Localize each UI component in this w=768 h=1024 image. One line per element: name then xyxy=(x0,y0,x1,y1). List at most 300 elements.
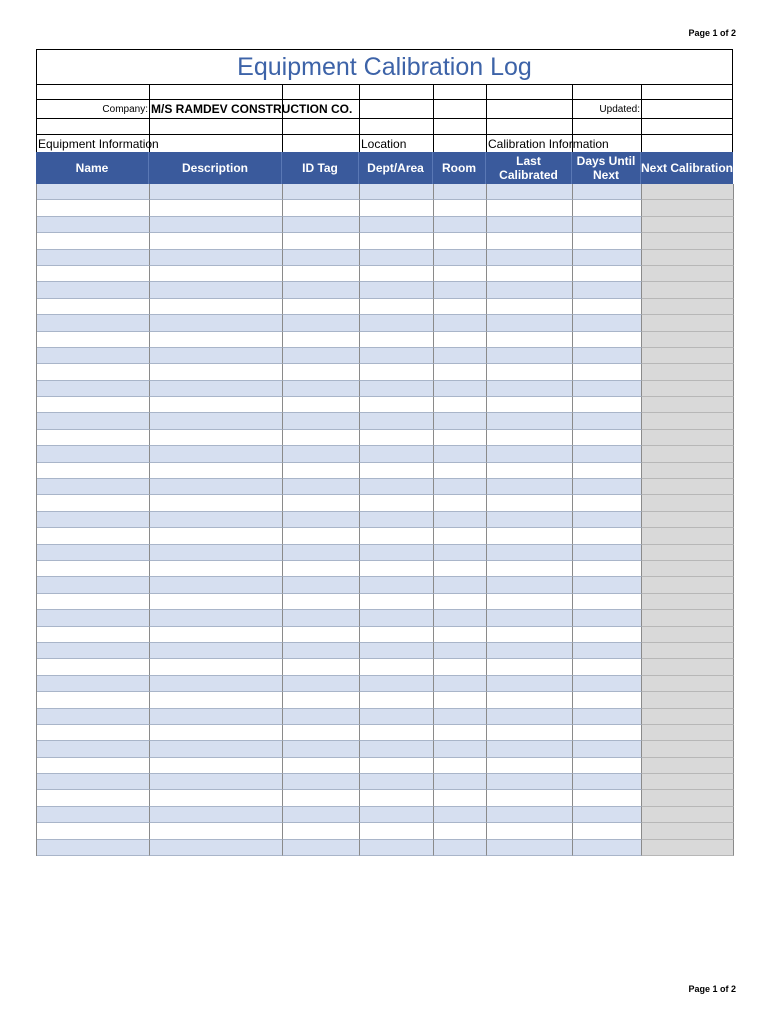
cell-dept-area[interactable] xyxy=(360,200,434,216)
cell-id-tag[interactable] xyxy=(283,561,360,577)
cell-dept-area[interactable] xyxy=(360,364,434,380)
cell-dept-area[interactable] xyxy=(360,397,434,413)
cell-dept-area[interactable] xyxy=(360,627,434,643)
cell-last-calibrated[interactable] xyxy=(487,709,573,725)
cell-last-calibrated[interactable] xyxy=(487,741,573,757)
cell-description[interactable] xyxy=(150,397,283,413)
cell-next-calibration[interactable] xyxy=(642,561,734,577)
cell-id-tag[interactable] xyxy=(283,594,360,610)
cell-name[interactable] xyxy=(37,676,150,692)
cell-description[interactable] xyxy=(150,709,283,725)
cell-dept-area[interactable] xyxy=(360,790,434,806)
cell-room[interactable] xyxy=(434,430,487,446)
cell-id-tag[interactable] xyxy=(283,692,360,708)
cell-description[interactable] xyxy=(150,479,283,495)
cell-description[interactable] xyxy=(150,233,283,249)
cell-last-calibrated[interactable] xyxy=(487,348,573,364)
cell-room[interactable] xyxy=(434,266,487,282)
cell-next-calibration[interactable] xyxy=(642,217,734,233)
cell-name[interactable] xyxy=(37,250,150,266)
cell-description[interactable] xyxy=(150,774,283,790)
cell-room[interactable] xyxy=(434,577,487,593)
cell-room[interactable] xyxy=(434,512,487,528)
cell-dept-area[interactable] xyxy=(360,250,434,266)
cell-last-calibrated[interactable] xyxy=(487,184,573,200)
cell-dept-area[interactable] xyxy=(360,561,434,577)
cell-id-tag[interactable] xyxy=(283,381,360,397)
cell-dept-area[interactable] xyxy=(360,184,434,200)
cell-dept-area[interactable] xyxy=(360,381,434,397)
cell-days-until-next[interactable] xyxy=(573,463,642,479)
cell-id-tag[interactable] xyxy=(283,200,360,216)
company-value-cell[interactable] xyxy=(149,99,353,118)
cell-last-calibrated[interactable] xyxy=(487,577,573,593)
cell-name[interactable] xyxy=(37,495,150,511)
cell-next-calibration[interactable] xyxy=(642,594,734,610)
cell-id-tag[interactable] xyxy=(283,446,360,462)
cell-id-tag[interactable] xyxy=(283,315,360,331)
cell-last-calibrated[interactable] xyxy=(487,561,573,577)
cell-next-calibration[interactable] xyxy=(642,463,734,479)
cell-name[interactable] xyxy=(37,200,150,216)
cell-dept-area[interactable] xyxy=(360,512,434,528)
cell-next-calibration[interactable] xyxy=(642,495,734,511)
cell-description[interactable] xyxy=(150,315,283,331)
cell-description[interactable] xyxy=(150,545,283,561)
cell-next-calibration[interactable] xyxy=(642,315,734,331)
cell-next-calibration[interactable] xyxy=(642,184,734,200)
cell-id-tag[interactable] xyxy=(283,577,360,593)
cell-room[interactable] xyxy=(434,659,487,675)
cell-description[interactable] xyxy=(150,659,283,675)
cell-id-tag[interactable] xyxy=(283,348,360,364)
cell-last-calibrated[interactable] xyxy=(487,758,573,774)
cell-dept-area[interactable] xyxy=(360,610,434,626)
cell-days-until-next[interactable] xyxy=(573,332,642,348)
cell-description[interactable] xyxy=(150,790,283,806)
cell-name[interactable] xyxy=(37,332,150,348)
cell-days-until-next[interactable] xyxy=(573,397,642,413)
cell-next-calibration[interactable] xyxy=(642,741,734,757)
cell-days-until-next[interactable] xyxy=(573,610,642,626)
cell-room[interactable] xyxy=(434,200,487,216)
cell-dept-area[interactable] xyxy=(360,741,434,757)
cell-description[interactable] xyxy=(150,446,283,462)
cell-description[interactable] xyxy=(150,528,283,544)
cell-last-calibrated[interactable] xyxy=(487,725,573,741)
cell-id-tag[interactable] xyxy=(283,463,360,479)
updated-value-cell[interactable] xyxy=(641,99,733,118)
cell-room[interactable] xyxy=(434,479,487,495)
cell-room[interactable] xyxy=(434,446,487,462)
cell-dept-area[interactable] xyxy=(360,594,434,610)
cell-last-calibrated[interactable] xyxy=(487,512,573,528)
cell-next-calibration[interactable] xyxy=(642,577,734,593)
cell-id-tag[interactable] xyxy=(283,512,360,528)
cell-room[interactable] xyxy=(434,184,487,200)
cell-last-calibrated[interactable] xyxy=(487,823,573,839)
cell-name[interactable] xyxy=(37,594,150,610)
cell-dept-area[interactable] xyxy=(360,709,434,725)
cell-id-tag[interactable] xyxy=(283,233,360,249)
cell-next-calibration[interactable] xyxy=(642,790,734,806)
cell-name[interactable] xyxy=(37,774,150,790)
cell-id-tag[interactable] xyxy=(283,266,360,282)
cell-description[interactable] xyxy=(150,758,283,774)
cell-name[interactable] xyxy=(37,725,150,741)
cell-last-calibrated[interactable] xyxy=(487,299,573,315)
cell-days-until-next[interactable] xyxy=(573,446,642,462)
cell-next-calibration[interactable] xyxy=(642,266,734,282)
cell-next-calibration[interactable] xyxy=(642,299,734,315)
cell-name[interactable] xyxy=(37,315,150,331)
cell-room[interactable] xyxy=(434,315,487,331)
cell-next-calibration[interactable] xyxy=(642,610,734,626)
cell-name[interactable] xyxy=(37,528,150,544)
cell-id-tag[interactable] xyxy=(283,217,360,233)
cell-days-until-next[interactable] xyxy=(573,184,642,200)
cell-id-tag[interactable] xyxy=(283,709,360,725)
cell-last-calibrated[interactable] xyxy=(487,790,573,806)
cell-days-until-next[interactable] xyxy=(573,512,642,528)
cell-name[interactable] xyxy=(37,381,150,397)
cell-days-until-next[interactable] xyxy=(573,561,642,577)
cell-name[interactable] xyxy=(37,758,150,774)
cell-name[interactable] xyxy=(37,610,150,626)
cell-name[interactable] xyxy=(37,627,150,643)
cell-name[interactable] xyxy=(37,463,150,479)
cell-next-calibration[interactable] xyxy=(642,364,734,380)
cell-dept-area[interactable] xyxy=(360,774,434,790)
cell-description[interactable] xyxy=(150,250,283,266)
cell-name[interactable] xyxy=(37,233,150,249)
cell-next-calibration[interactable] xyxy=(642,823,734,839)
cell-days-until-next[interactable] xyxy=(573,545,642,561)
cell-id-tag[interactable] xyxy=(283,774,360,790)
cell-days-until-next[interactable] xyxy=(573,200,642,216)
cell-dept-area[interactable] xyxy=(360,823,434,839)
cell-dept-area[interactable] xyxy=(360,725,434,741)
cell-next-calibration[interactable] xyxy=(642,528,734,544)
cell-room[interactable] xyxy=(434,823,487,839)
cell-dept-area[interactable] xyxy=(360,463,434,479)
cell-name[interactable] xyxy=(37,348,150,364)
cell-description[interactable] xyxy=(150,692,283,708)
cell-next-calibration[interactable] xyxy=(642,512,734,528)
cell-next-calibration[interactable] xyxy=(642,627,734,643)
cell-description[interactable] xyxy=(150,725,283,741)
cell-id-tag[interactable] xyxy=(283,725,360,741)
cell-days-until-next[interactable] xyxy=(573,430,642,446)
cell-room[interactable] xyxy=(434,217,487,233)
cell-description[interactable] xyxy=(150,577,283,593)
cell-name[interactable] xyxy=(37,364,150,380)
cell-room[interactable] xyxy=(434,709,487,725)
cell-dept-area[interactable] xyxy=(360,217,434,233)
cell-dept-area[interactable] xyxy=(360,348,434,364)
cell-room[interactable] xyxy=(434,610,487,626)
cell-id-tag[interactable] xyxy=(283,627,360,643)
cell-next-calibration[interactable] xyxy=(642,659,734,675)
cell-next-calibration[interactable] xyxy=(642,807,734,823)
cell-name[interactable] xyxy=(37,397,150,413)
cell-id-tag[interactable] xyxy=(283,184,360,200)
cell-days-until-next[interactable] xyxy=(573,758,642,774)
cell-id-tag[interactable] xyxy=(283,790,360,806)
cell-days-until-next[interactable] xyxy=(573,807,642,823)
cell-days-until-next[interactable] xyxy=(573,692,642,708)
cell-name[interactable] xyxy=(37,430,150,446)
cell-name[interactable] xyxy=(37,446,150,462)
cell-description[interactable] xyxy=(150,463,283,479)
cell-dept-area[interactable] xyxy=(360,446,434,462)
cell-last-calibrated[interactable] xyxy=(487,446,573,462)
cell-days-until-next[interactable] xyxy=(573,627,642,643)
cell-next-calibration[interactable] xyxy=(642,381,734,397)
cell-next-calibration[interactable] xyxy=(642,282,734,298)
cell-name[interactable] xyxy=(37,692,150,708)
cell-room[interactable] xyxy=(434,348,487,364)
cell-id-tag[interactable] xyxy=(283,495,360,511)
cell-name[interactable] xyxy=(37,807,150,823)
cell-next-calibration[interactable] xyxy=(642,840,734,856)
cell-dept-area[interactable] xyxy=(360,430,434,446)
cell-last-calibrated[interactable] xyxy=(487,528,573,544)
cell-dept-area[interactable] xyxy=(360,676,434,692)
cell-description[interactable] xyxy=(150,594,283,610)
cell-days-until-next[interactable] xyxy=(573,741,642,757)
cell-dept-area[interactable] xyxy=(360,413,434,429)
cell-days-until-next[interactable] xyxy=(573,233,642,249)
cell-description[interactable] xyxy=(150,348,283,364)
cell-dept-area[interactable] xyxy=(360,840,434,856)
cell-last-calibrated[interactable] xyxy=(487,610,573,626)
cell-next-calibration[interactable] xyxy=(642,332,734,348)
cell-id-tag[interactable] xyxy=(283,332,360,348)
cell-name[interactable] xyxy=(37,790,150,806)
cell-dept-area[interactable] xyxy=(360,545,434,561)
cell-dept-area[interactable] xyxy=(360,479,434,495)
cell-last-calibrated[interactable] xyxy=(487,463,573,479)
cell-last-calibrated[interactable] xyxy=(487,643,573,659)
cell-days-until-next[interactable] xyxy=(573,315,642,331)
cell-next-calibration[interactable] xyxy=(642,692,734,708)
cell-days-until-next[interactable] xyxy=(573,594,642,610)
cell-description[interactable] xyxy=(150,430,283,446)
cell-days-until-next[interactable] xyxy=(573,659,642,675)
cell-id-tag[interactable] xyxy=(283,610,360,626)
cell-room[interactable] xyxy=(434,364,487,380)
cell-id-tag[interactable] xyxy=(283,282,360,298)
cell-room[interactable] xyxy=(434,250,487,266)
cell-name[interactable] xyxy=(37,561,150,577)
cell-room[interactable] xyxy=(434,627,487,643)
cell-dept-area[interactable] xyxy=(360,299,434,315)
cell-description[interactable] xyxy=(150,413,283,429)
cell-room[interactable] xyxy=(434,774,487,790)
cell-last-calibrated[interactable] xyxy=(487,381,573,397)
cell-room[interactable] xyxy=(434,233,487,249)
cell-description[interactable] xyxy=(150,561,283,577)
cell-last-calibrated[interactable] xyxy=(487,200,573,216)
cell-days-until-next[interactable] xyxy=(573,299,642,315)
cell-description[interactable] xyxy=(150,627,283,643)
cell-last-calibrated[interactable] xyxy=(487,692,573,708)
cell-last-calibrated[interactable] xyxy=(487,250,573,266)
cell-name[interactable] xyxy=(37,709,150,725)
cell-dept-area[interactable] xyxy=(360,315,434,331)
cell-room[interactable] xyxy=(434,332,487,348)
cell-description[interactable] xyxy=(150,512,283,528)
cell-next-calibration[interactable] xyxy=(642,643,734,659)
cell-days-until-next[interactable] xyxy=(573,364,642,380)
cell-next-calibration[interactable] xyxy=(642,725,734,741)
cell-days-until-next[interactable] xyxy=(573,413,642,429)
cell-next-calibration[interactable] xyxy=(642,348,734,364)
cell-room[interactable] xyxy=(434,692,487,708)
cell-days-until-next[interactable] xyxy=(573,495,642,511)
cell-id-tag[interactable] xyxy=(283,299,360,315)
cell-days-until-next[interactable] xyxy=(573,725,642,741)
cell-description[interactable] xyxy=(150,266,283,282)
cell-next-calibration[interactable] xyxy=(642,430,734,446)
cell-id-tag[interactable] xyxy=(283,659,360,675)
cell-last-calibrated[interactable] xyxy=(487,430,573,446)
cell-dept-area[interactable] xyxy=(360,495,434,511)
cell-room[interactable] xyxy=(434,594,487,610)
cell-name[interactable] xyxy=(37,545,150,561)
cell-last-calibrated[interactable] xyxy=(487,676,573,692)
cell-room[interactable] xyxy=(434,299,487,315)
cell-next-calibration[interactable] xyxy=(642,479,734,495)
cell-dept-area[interactable] xyxy=(360,282,434,298)
cell-name[interactable] xyxy=(37,659,150,675)
cell-next-calibration[interactable] xyxy=(642,446,734,462)
cell-dept-area[interactable] xyxy=(360,577,434,593)
cell-days-until-next[interactable] xyxy=(573,790,642,806)
cell-last-calibrated[interactable] xyxy=(487,627,573,643)
cell-name[interactable] xyxy=(37,282,150,298)
cell-description[interactable] xyxy=(150,823,283,839)
cell-last-calibrated[interactable] xyxy=(487,397,573,413)
cell-last-calibrated[interactable] xyxy=(487,332,573,348)
cell-description[interactable] xyxy=(150,610,283,626)
cell-room[interactable] xyxy=(434,463,487,479)
cell-id-tag[interactable] xyxy=(283,528,360,544)
cell-next-calibration[interactable] xyxy=(642,709,734,725)
cell-id-tag[interactable] xyxy=(283,758,360,774)
cell-room[interactable] xyxy=(434,758,487,774)
cell-last-calibrated[interactable] xyxy=(487,233,573,249)
cell-description[interactable] xyxy=(150,840,283,856)
cell-description[interactable] xyxy=(150,807,283,823)
cell-name[interactable] xyxy=(37,266,150,282)
cell-room[interactable] xyxy=(434,413,487,429)
cell-dept-area[interactable] xyxy=(360,332,434,348)
cell-days-until-next[interactable] xyxy=(573,823,642,839)
cell-days-until-next[interactable] xyxy=(573,774,642,790)
cell-name[interactable] xyxy=(37,741,150,757)
cell-id-tag[interactable] xyxy=(283,676,360,692)
cell-description[interactable] xyxy=(150,741,283,757)
cell-room[interactable] xyxy=(434,561,487,577)
cell-room[interactable] xyxy=(434,725,487,741)
cell-id-tag[interactable] xyxy=(283,840,360,856)
cell-dept-area[interactable] xyxy=(360,692,434,708)
cell-next-calibration[interactable] xyxy=(642,774,734,790)
cell-next-calibration[interactable] xyxy=(642,233,734,249)
cell-last-calibrated[interactable] xyxy=(487,774,573,790)
cell-last-calibrated[interactable] xyxy=(487,364,573,380)
cell-last-calibrated[interactable] xyxy=(487,479,573,495)
cell-description[interactable] xyxy=(150,643,283,659)
cell-room[interactable] xyxy=(434,495,487,511)
cell-description[interactable] xyxy=(150,332,283,348)
cell-days-until-next[interactable] xyxy=(573,266,642,282)
cell-description[interactable] xyxy=(150,200,283,216)
cell-room[interactable] xyxy=(434,840,487,856)
cell-name[interactable] xyxy=(37,840,150,856)
cell-last-calibrated[interactable] xyxy=(487,659,573,675)
cell-room[interactable] xyxy=(434,790,487,806)
cell-days-until-next[interactable] xyxy=(573,381,642,397)
cell-name[interactable] xyxy=(37,577,150,593)
cell-next-calibration[interactable] xyxy=(642,250,734,266)
cell-id-tag[interactable] xyxy=(283,643,360,659)
cell-description[interactable] xyxy=(150,299,283,315)
cell-id-tag[interactable] xyxy=(283,413,360,429)
cell-name[interactable] xyxy=(37,413,150,429)
cell-last-calibrated[interactable] xyxy=(487,282,573,298)
cell-dept-area[interactable] xyxy=(360,528,434,544)
cell-room[interactable] xyxy=(434,381,487,397)
cell-days-until-next[interactable] xyxy=(573,250,642,266)
cell-next-calibration[interactable] xyxy=(642,758,734,774)
cell-room[interactable] xyxy=(434,397,487,413)
cell-next-calibration[interactable] xyxy=(642,200,734,216)
cell-id-tag[interactable] xyxy=(283,807,360,823)
cell-days-until-next[interactable] xyxy=(573,643,642,659)
cell-next-calibration[interactable] xyxy=(642,413,734,429)
cell-last-calibrated[interactable] xyxy=(487,495,573,511)
cell-description[interactable] xyxy=(150,364,283,380)
cell-days-until-next[interactable] xyxy=(573,709,642,725)
cell-room[interactable] xyxy=(434,545,487,561)
cell-name[interactable] xyxy=(37,479,150,495)
cell-id-tag[interactable] xyxy=(283,479,360,495)
cell-description[interactable] xyxy=(150,217,283,233)
cell-dept-area[interactable] xyxy=(360,233,434,249)
cell-last-calibrated[interactable] xyxy=(487,315,573,331)
cell-name[interactable] xyxy=(37,217,150,233)
cell-days-until-next[interactable] xyxy=(573,676,642,692)
cell-days-until-next[interactable] xyxy=(573,840,642,856)
cell-room[interactable] xyxy=(434,282,487,298)
cell-description[interactable] xyxy=(150,282,283,298)
cell-last-calibrated[interactable] xyxy=(487,807,573,823)
cell-last-calibrated[interactable] xyxy=(487,594,573,610)
cell-days-until-next[interactable] xyxy=(573,348,642,364)
cell-room[interactable] xyxy=(434,676,487,692)
cell-dept-area[interactable] xyxy=(360,643,434,659)
cell-dept-area[interactable] xyxy=(360,659,434,675)
cell-room[interactable] xyxy=(434,741,487,757)
cell-description[interactable] xyxy=(150,676,283,692)
cell-dept-area[interactable] xyxy=(360,807,434,823)
cell-name[interactable] xyxy=(37,512,150,528)
cell-room[interactable] xyxy=(434,528,487,544)
cell-id-tag[interactable] xyxy=(283,364,360,380)
